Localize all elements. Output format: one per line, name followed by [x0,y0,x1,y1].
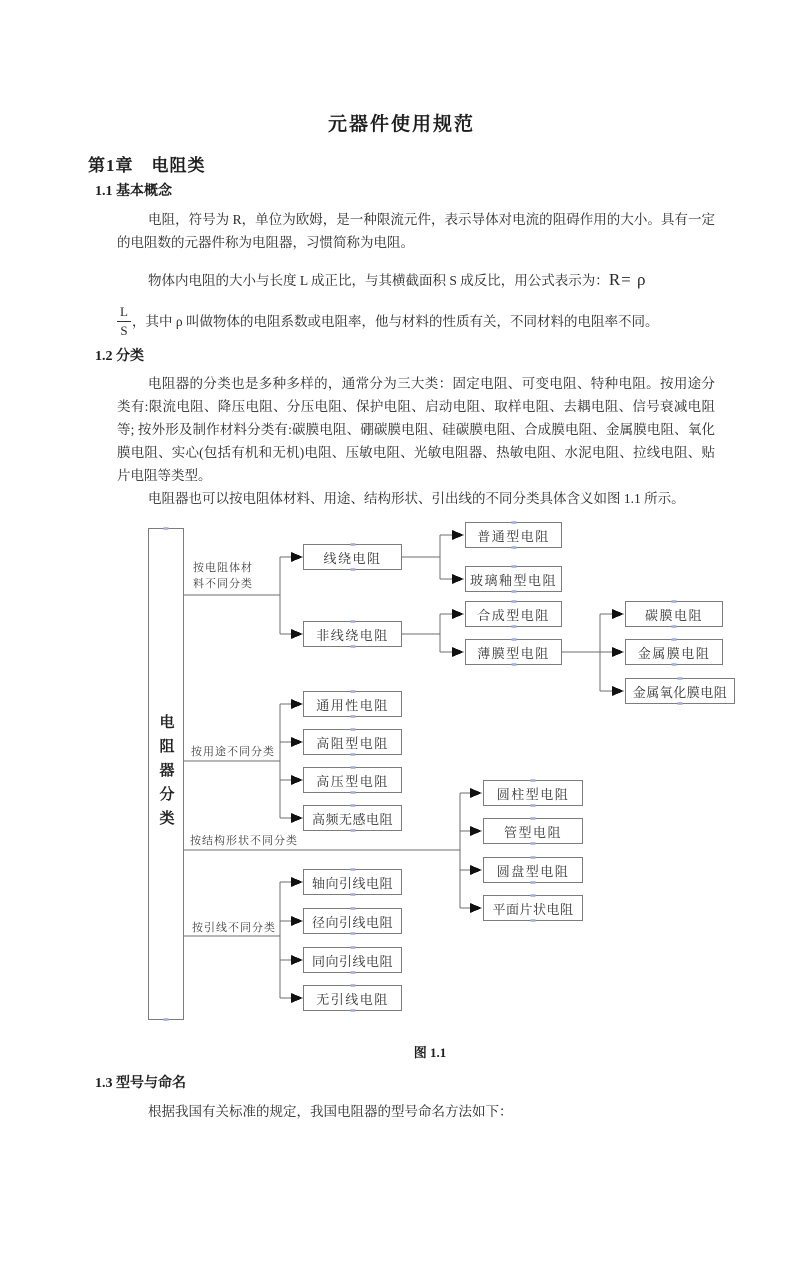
figure-caption: 图 1.1 [413,1045,447,1060]
document-body-top [88,0,715,510]
branch-label-material-line2: 料不同分类 [193,578,253,590]
section-1-2-paragraph-2: 电阻器也可以按电阻体材料、用途、结构形状、引出线的不同分类具体含义如图 1.1 所示。 [148,491,685,506]
section-1-3-heading: 1.3 型号与命名 [95,1076,186,1091]
box-disc-type: 圆盘型电阻 [483,857,583,883]
formula-paragraph [117,268,715,292]
box-cylindrical: 圆柱型电阻 [483,780,583,806]
fraction-numerator: L [117,304,131,322]
formula-continuation-paragraph [117,300,715,342]
box-wirewound: 线绕电阻 [303,544,402,570]
section-1-1-heading: 1.1 基本概念 [95,184,172,199]
fraction-denominator: S [120,322,128,338]
branch-label-material [193,560,253,592]
box-same-direction-lead: 同向引线电阻 [303,947,402,973]
box-metal-film: 金属膜电阻 [625,639,723,665]
diagram-root-label: 电阻器分类 [157,714,174,834]
branch-label-usage: 按用途不同分类 [191,746,275,758]
box-general-purpose: 通用性电阻 [303,691,402,717]
box-high-resistance: 高阻型电阻 [303,729,402,755]
resistor-classification-diagram [0,518,800,1064]
document-body-bottom [88,1074,715,1123]
resistance-formula: R= ρ [608,270,647,289]
box-carbon-film: 碳膜电阻 [625,601,723,627]
section-1-2-heading: 1.2 分类 [95,349,144,364]
section-1-3-paragraph: 根据我国有关标准的规定，我国电阻器的型号命名方法如下： [148,1104,513,1119]
formula-fraction [117,304,131,338]
box-axial-lead: 轴向引线电阻 [303,869,402,895]
box-glass-glaze-type: 玻璃釉型电阻 [465,566,562,592]
section-1-1-paragraph: 电阻，符号为 R，单位为欧姆，是一种限流元件，表示导体对电流的阻碍作用的大小。具有一定的电阻数的元器件称为电阻器，习惯简称为电阻。 [117,212,715,250]
box-high-voltage: 高压型电阻 [303,767,402,793]
page-title: 元器件使用规范 [327,114,475,135]
section-1-2-paragraph-1: 电阻器的分类也是多种多样的，通常分为三大类：固定电阻、可变电阻、特种电阻。按用途分类有:限流电阻、降压电阻、分压电阻、保护电阻、启动电阻、取样电阻、去耦电阻、信号衰减电阻等; 按外形及制作材料分类有:碳膜电阻、硼碳膜电阻、硅碳膜电阻、合成膜电阻、金属膜电阻、氧化膜电阻、实心(包括有机和无机)电阻、压敏电阻、光敏电阻器、热敏电阻、水泥电阻、拉线电阻、贴片电阻等类型。 [117,376,715,483]
branch-label-lead: 按引线不同分类 [192,922,276,934]
formula-intro-text: 物体内电阻的大小与长度 L 成正比，与其横截面积 S 成反比，用公式表示为： [148,273,609,288]
box-no-lead: 无引线电阻 [303,985,402,1011]
box-tube-type: 管型电阻 [483,818,583,844]
box-ordinary-type: 普通型电阻 [465,522,562,548]
chapter-heading: 第1章 电阻类 [88,156,206,175]
diagram-root-box [148,528,184,1020]
box-flat-chip: 平面片状电阻 [483,895,583,921]
formula-tail-text: ，其中 ρ 叫做物体的电阻系数或电阻率，他与材料的性质有关，不同材料的电阻率不同。 [131,313,659,329]
box-nonwirewound: 非线绕电阻 [303,621,402,647]
box-high-freq-noninductive: 高频无感电阻 [303,805,402,831]
box-synthetic-type: 合成型电阻 [465,601,562,627]
box-radial-lead: 径向引线电阻 [303,908,402,934]
box-metal-oxide-film: 金属氧化膜电阻 [625,678,735,704]
branch-label-structure: 按结构形状不同分类 [190,835,298,847]
box-thin-film-type: 薄膜型电阻 [465,639,562,665]
branch-label-material-line1: 按电阻体材 [193,562,253,574]
